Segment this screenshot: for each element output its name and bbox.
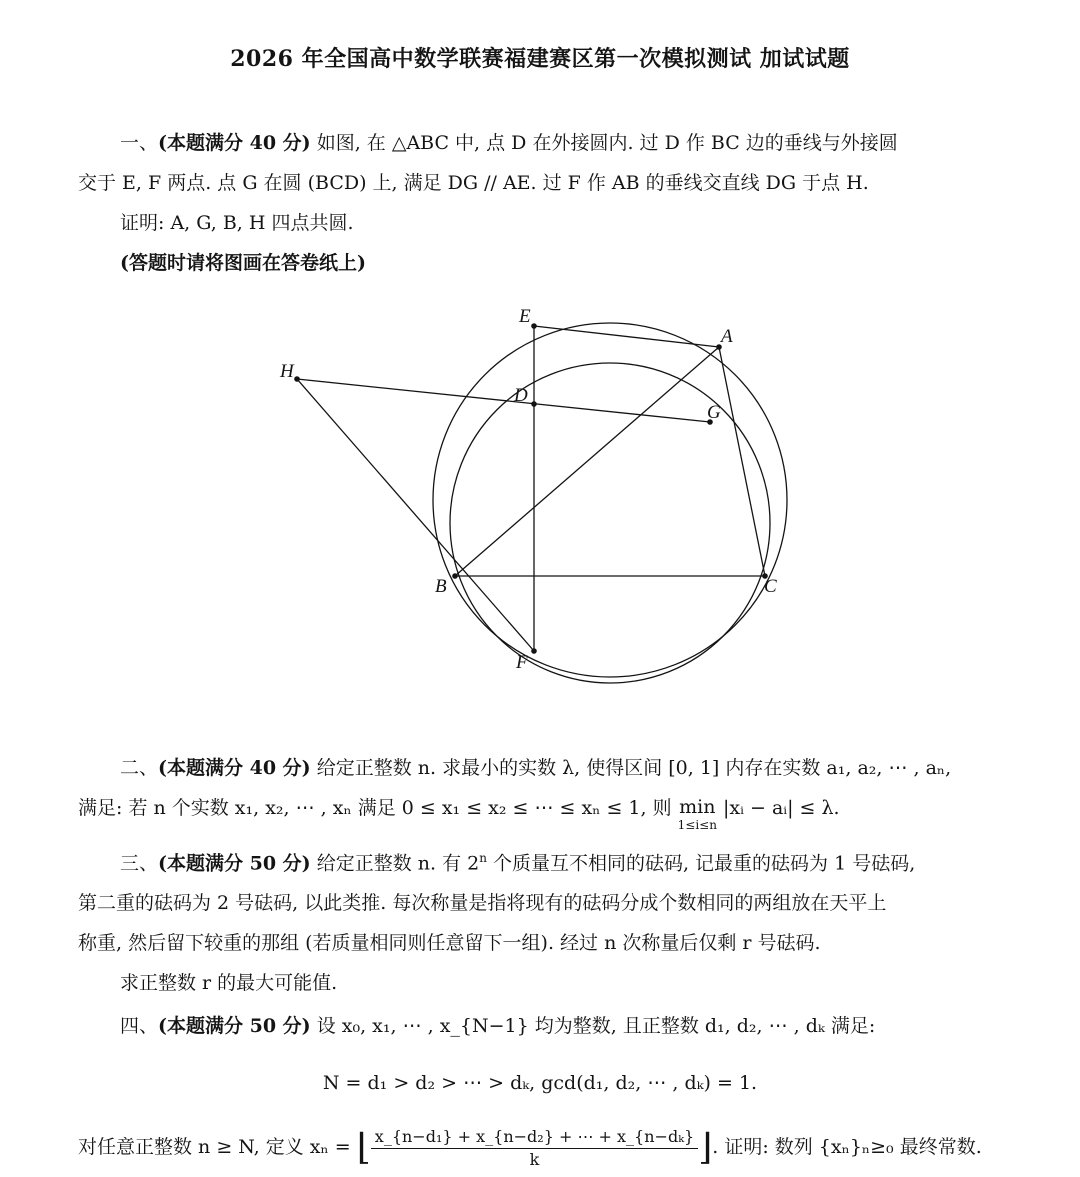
min-operator — [678, 798, 717, 834]
problem-3-text-1a: 给定正整数 n. 有 2 — [310, 852, 480, 875]
problem-4 — [78, 1006, 1008, 1046]
segment-ea — [534, 326, 719, 347]
problem-1-note: (答题时请将图画在答卷纸上) — [120, 252, 366, 274]
problem-2-number: 二、 — [120, 757, 159, 779]
floor-left: ⌊ — [356, 1127, 371, 1168]
fraction-numerator: x_{n−d₁} + x_{n−d₂} + ⋯ + x_{n−dₖ} — [371, 1126, 698, 1149]
problem-4-line-1 — [78, 1006, 1008, 1046]
point-d — [531, 401, 537, 407]
problem-4-equation: N = d₁ > d₂ > ⋯ > dₖ, gcd(d₁, d₂, ⋯ , dₖ) = 1. — [322, 1072, 758, 1094]
min-word: min — [679, 796, 716, 818]
problem-3-line-3: 称重, 然后留下较重的那组 (若质量相同则任意留下一组). 经过 n 次称量后仅剩 r 号砝码. — [78, 932, 821, 955]
label-g: G — [707, 402, 721, 423]
min-subscript: 1≤i≤n — [677, 818, 717, 832]
geometry-svg — [270, 300, 810, 700]
problem-3-line-4: 求正整数 r 的最大可能值. — [120, 972, 338, 995]
problem-1-line-1 — [78, 123, 1008, 163]
label-f: F — [516, 652, 528, 673]
problem-1-line-2: 交于 E, F 两点. 点 G 在圆 (BCD) 上, 满足 DG // AE. 过 F 作 AB 的垂线交直线 DG 于点 H. — [78, 172, 869, 194]
problem-4-text-3a: 对任意正整数 n ≥ N, 定义 xₙ = — [78, 1136, 357, 1158]
problem-2-text-3: |xᵢ − aᵢ| ≤ λ. — [716, 797, 840, 819]
problem-2-line-2 — [78, 788, 1008, 834]
label-d: D — [514, 385, 528, 406]
problem-1 — [78, 123, 1008, 283]
problem-2-line-1 — [78, 748, 1008, 788]
label-b: B — [435, 576, 447, 597]
problem-4-text-3b: . 证明: 数列 {xₙ}ₙ≥₀ 最终常数. — [712, 1136, 982, 1158]
problem-4-text-1: 设 x₀, x₁, ⋯ , x_{N−1} 均为整数, 且正整数 d₁, d₂, ⋯ , dₖ 满足: — [310, 1015, 876, 1037]
problem-3-score: (本题满分 50 分) — [158, 852, 311, 875]
point-b — [452, 573, 458, 579]
segment-hg — [297, 379, 710, 422]
label-a: A — [721, 326, 733, 347]
problem-2-text-1: 给定正整数 n. 求最小的实数 λ, 使得区间 [0, 1] 内存在实数 a₁, a₂, ⋯ , aₙ, — [310, 757, 952, 779]
problem-2 — [78, 748, 1008, 834]
problem-1-number: 一、 — [120, 132, 159, 154]
problem-2-text-2: 满足: 若 n 个实数 x₁, x₂, ⋯ , xₙ 满足 0 ≤ x₁ ≤ x₂ ≤ ⋯ ≤ xₙ ≤ 1, 则 — [78, 797, 678, 819]
geometry-figure — [270, 300, 810, 700]
problem-1-line-3: 证明: A, G, B, H 四点共圆. — [120, 212, 354, 234]
floor-right: ⌋ — [698, 1127, 713, 1168]
point-e — [531, 323, 537, 329]
problem-1-text-1: 如图, 在 △ABC 中, 点 D 在外接圆内. 过 D 作 BC 边的垂线与外接圆 — [310, 132, 898, 154]
problem-4-line-3 — [78, 1122, 1008, 1173]
label-e: E — [519, 306, 531, 327]
problem-3 — [78, 838, 1008, 1003]
problem-3-text-1b: 个质量互不相同的砝码, 记最重的砝码为 1 号砝码, — [486, 852, 916, 875]
problem-2-score: (本题满分 40 分) — [158, 757, 311, 779]
problem-3-line-1 — [78, 838, 1008, 883]
segment-ab — [455, 347, 719, 576]
label-h: H — [280, 361, 294, 382]
point-f — [531, 648, 537, 654]
page-title: 2026 年全国高中数学联赛福建赛区第一次模拟测试 加试试题 — [230, 46, 850, 72]
label-c: C — [764, 576, 777, 597]
point-h — [294, 376, 300, 382]
problem-3-line-2: 第二重的砝码为 2 号砝码, 以此类推. 每次称量是指将现有的砝码分成个数相同的两组放在天平上 — [78, 892, 887, 915]
fraction — [371, 1126, 698, 1171]
segment-hf — [297, 379, 534, 651]
problem-3-number: 三、 — [120, 852, 159, 875]
problem-3-exponent: n — [479, 851, 487, 865]
fraction-denominator: k — [529, 1149, 540, 1169]
problem-4-score: (本题满分 50 分) — [158, 1015, 311, 1037]
problem-4-number: 四、 — [120, 1015, 159, 1037]
problem-1-score: (本题满分 40 分) — [158, 132, 311, 154]
